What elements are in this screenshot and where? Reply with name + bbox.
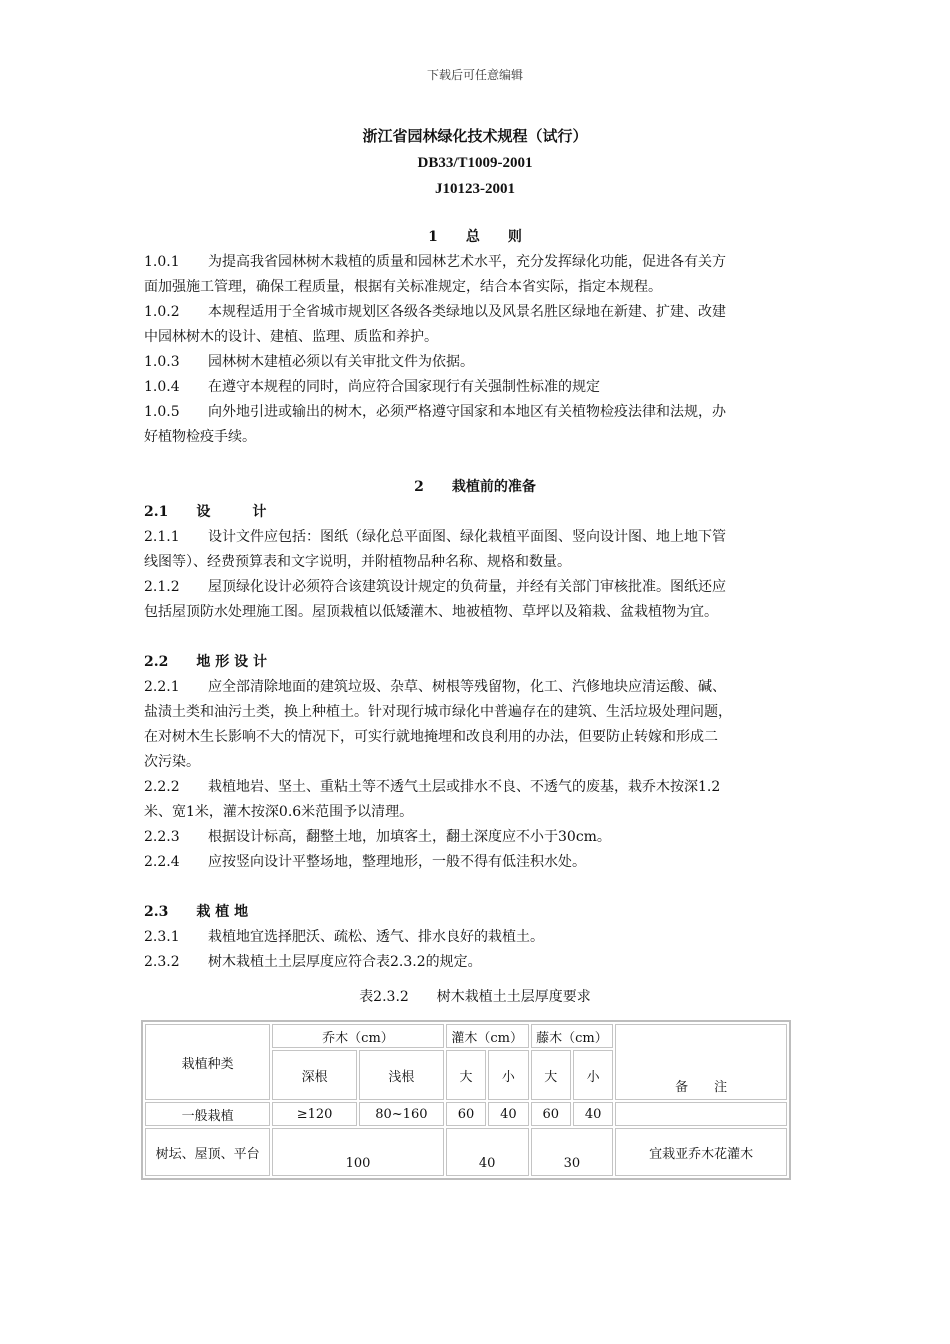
cell-shallow: 80~160 <box>359 1102 444 1126</box>
clause-number: 1.0.3 <box>144 354 180 370</box>
header-vine-big: 大 <box>531 1050 571 1100</box>
clause-continuation: 米、宽1米，灌木按深0.6米范围予以清理。 <box>144 804 414 820</box>
clause <box>144 350 806 375</box>
section-heading: 2.3 栽 植 地 <box>144 904 249 920</box>
clause-number: 2.1.1 <box>144 529 180 545</box>
clause-number: 2.2.4 <box>144 854 180 870</box>
clause-continuation: 好植物检疫手续。 <box>144 429 256 445</box>
clause <box>144 950 806 975</box>
cell-shrub-small: 40 <box>488 1102 528 1126</box>
clause-text: 树木栽植土土层厚度应符合表2.3.2的规定。 <box>208 954 482 970</box>
cell-vine-small: 40 <box>573 1102 613 1126</box>
table-row <box>145 1102 787 1126</box>
section-heading: 2.1 设 计 <box>144 504 267 520</box>
clause <box>144 400 806 425</box>
title-line-3: J10123-2001 <box>435 181 515 197</box>
cell-type: 树坛、屋顶、平台 <box>145 1128 270 1176</box>
clause-text: 应按竖向设计平整场地，整理地形，一般不得有低洼积水处。 <box>208 854 586 870</box>
header-vine: 藤木（cm） <box>531 1024 614 1048</box>
clause-number: 2.3.2 <box>144 954 180 970</box>
clause-continuation: 面加强施工管理，确保工程质量，根据有关标准规定，结合本省实际，指定本规程。 <box>144 279 662 295</box>
title-line-2: DB33/T1009-2001 <box>417 155 533 171</box>
header-shrub-small: 小 <box>488 1050 528 1100</box>
clause-text: 向外地引进或输出的树木，必须严格遵守国家和本地区有关植物检疫法律和法规，办 <box>208 404 726 420</box>
title-line-1: 浙江省园林绿化技术规程（试行） <box>362 129 588 145</box>
clause-text: 在遵守本规程的同时，尚应符合国家现行有关强制性标准的规定 <box>208 379 600 395</box>
clause-continuation: 在对树木生长影响不大的情况下，可实行就地掩埋和改良利用的办法，但要防止转嫁和形成二 <box>144 729 718 745</box>
document-title <box>0 124 950 202</box>
cell-vine: 30 <box>531 1128 614 1176</box>
header-shrub-big: 大 <box>446 1050 486 1100</box>
cell-vine-big: 60 <box>531 1102 571 1126</box>
clause-text: 设计文件应包括：图纸（绿化总平面图、绿化栽植平面图、竖向设计图、地上地下管 <box>208 529 726 545</box>
clause-number: 2.2.2 <box>144 779 180 795</box>
header-deep-root: 深根 <box>272 1050 357 1100</box>
header-plant-type: 栽植种类 <box>145 1024 270 1100</box>
clause <box>144 850 806 875</box>
soil-depth-table <box>141 1020 791 1180</box>
cell-shrub: 40 <box>446 1128 529 1176</box>
table-caption: 表2.3.2 树木栽植土土层厚度要求 <box>359 989 591 1005</box>
header-shallow-root: 浅根 <box>359 1050 444 1100</box>
clause <box>144 675 806 700</box>
clause <box>144 775 806 800</box>
clause <box>144 575 806 600</box>
header-vine-small: 小 <box>573 1050 613 1100</box>
clause <box>144 250 806 275</box>
clause-continuation: 中园林树木的设计、建植、监理、质监和养护。 <box>144 329 438 345</box>
clause <box>144 300 806 325</box>
clause-number: 2.2.1 <box>144 679 180 695</box>
clause-number: 1.0.1 <box>144 254 180 270</box>
cell-deep: ≥120 <box>272 1102 357 1126</box>
cell-shrub-big: 60 <box>446 1102 486 1126</box>
clause-continuation: 包括屋顶防水处理施工图。屋顶栽植以低矮灌木、地被植物、草坪以及箱栽、盆栽植物为宜。 <box>144 604 718 620</box>
chapter-heading: 2 栽植前的准备 <box>414 479 536 495</box>
clause-text: 根据设计标高，翻整土地，加填客土，翻土深度应不小于30cm。 <box>208 829 611 845</box>
clause-number: 1.0.2 <box>144 304 180 320</box>
document-body <box>144 225 806 1010</box>
clause-number: 2.1.2 <box>144 579 180 595</box>
clause-text: 栽植地宜选择肥沃、疏松、透气、排水良好的栽植土。 <box>208 929 544 945</box>
cell-note: 宜栽亚乔木花灌木 <box>615 1128 787 1176</box>
header-arbor: 乔木（cm） <box>272 1024 444 1048</box>
clause-text: 为提高我省园林树木栽植的质量和园林艺术水平，充分发挥绿化功能，促进各有关方 <box>208 254 726 270</box>
clause-continuation: 线图等）、经费预算表和文字说明，并附植物品种名称、规格和数量。 <box>144 554 571 570</box>
clause <box>144 925 806 950</box>
chapter-heading: 1 总 则 <box>428 229 522 245</box>
clause-text: 屋顶绿化设计必须符合该建筑设计规定的负荷量，并经有关部门审核批准。图纸还应 <box>208 579 726 595</box>
clause-continuation: 次污染。 <box>144 754 200 770</box>
clause-number: 1.0.5 <box>144 404 180 420</box>
cell-type: 一般栽植 <box>145 1102 270 1126</box>
clause-number: 1.0.4 <box>144 379 180 395</box>
clause <box>144 525 806 550</box>
clause <box>144 375 806 400</box>
clause-number: 2.2.3 <box>144 829 180 845</box>
header-shrub: 灌木（cm） <box>446 1024 529 1048</box>
clause-continuation: 盐渍土类和油污土类，换上种植土。针对现行城市绿化中普遍存在的建筑、生活垃圾处理问题， <box>144 704 732 720</box>
clause-text: 栽植地岩、坚土、重粘土等不透气土层或排水不良、不透气的废基，栽乔木按深1.2 <box>208 779 721 795</box>
clause-number: 2.3.1 <box>144 929 180 945</box>
table-row <box>145 1128 787 1176</box>
clause <box>144 825 806 850</box>
clause-text: 园林树木建植必须以有关审批文件为依据。 <box>208 354 474 370</box>
cell-arbor: 100 <box>272 1128 444 1176</box>
header-note: 备 注 <box>615 1024 787 1100</box>
section-heading: 2.2 地 形 设 计 <box>144 654 267 670</box>
cell-note <box>615 1102 787 1126</box>
clause-text: 本规程适用于全省城市规划区各级各类绿地以及风景名胜区绿地在新建、扩建、改建 <box>208 304 726 320</box>
header-note: 下载后可任意编辑 <box>426 68 523 82</box>
clause-text: 应全部清除地面的建筑垃圾、杂草、树根等残留物，化工、汽修地块应清运酸、碱、 <box>208 679 726 695</box>
